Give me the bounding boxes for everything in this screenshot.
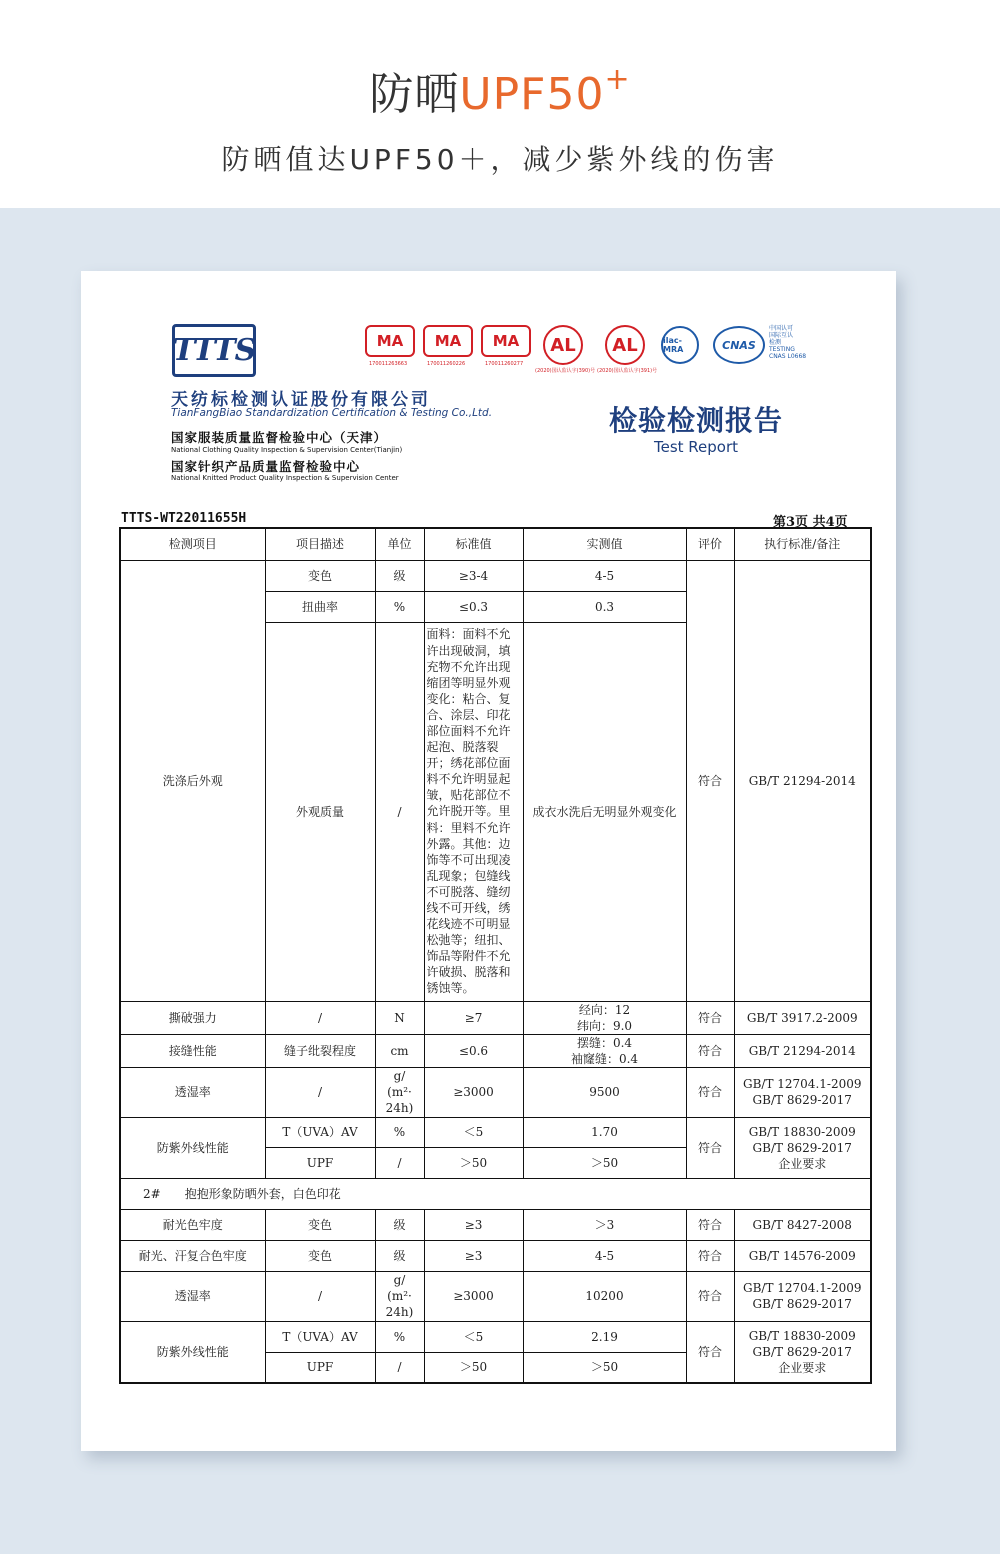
eval-cell: 符合	[686, 1001, 734, 1034]
std-cell: ＞50	[424, 1147, 523, 1178]
unit-cell: 级	[375, 560, 424, 591]
eval-cell: 符合	[686, 1209, 734, 1240]
desc-cell: 变色	[265, 560, 375, 591]
page-title	[0, 58, 1000, 122]
table-row	[120, 1067, 871, 1117]
standard-cell: GB/T 18830-2009 GB/T 8629-2017 企业要求	[734, 1321, 871, 1383]
std-cell: ≤0.6	[424, 1034, 523, 1067]
center1-name-en: National Clothing Quality Inspection & Supervision Center(Tianjin)	[171, 446, 403, 454]
cnas-caption: 中国认可 国际互认 检测 TESTING CNAS L0668	[769, 325, 807, 360]
unit-cell: %	[375, 1321, 424, 1352]
cnas-mark: CNAS	[713, 326, 765, 364]
desc-cell: 缝子纰裂程度	[265, 1034, 375, 1067]
item-cell: 洗涤后外观	[120, 560, 265, 1001]
center2-name-en: National Knitted Product Quality Inspection & Supervision Center	[171, 474, 399, 482]
col-header: 项目描述	[265, 528, 375, 560]
item-cell: 防紫外线性能	[120, 1321, 265, 1383]
item-cell: 透湿率	[120, 1271, 265, 1321]
table-row	[120, 560, 871, 591]
cma-number-2: 170011260226	[427, 361, 466, 367]
unit-cell: N	[375, 1001, 424, 1034]
logo-text: TTTS	[172, 333, 256, 368]
col-header: 评价	[686, 528, 734, 560]
cma-mark-2: MA	[423, 325, 473, 357]
desc-cell: T（UVA）AV	[265, 1321, 375, 1352]
desc-cell: /	[265, 1067, 375, 1117]
desc-cell: 扭曲率	[265, 591, 375, 622]
eval-cell: 符合	[686, 1271, 734, 1321]
item-cell: 撕破强力	[120, 1001, 265, 1034]
center2-name-cn: 国家针织产品质量监督检验中心	[171, 459, 361, 474]
standard-cell: GB/T 14576-2009	[734, 1240, 871, 1271]
cma-number-3: 170011260277	[485, 361, 524, 367]
std-cell: ≥3-4	[424, 560, 523, 591]
unit-cell: g/ (m²· 24h)	[375, 1067, 424, 1117]
value-cell: 9500	[523, 1067, 686, 1117]
value-cell: 成衣水洗后无明显外观变化	[523, 622, 686, 1001]
eval-cell: 符合	[686, 1117, 734, 1178]
col-header: 实测值	[523, 528, 686, 560]
value-cell: 摆缝：0.4 袖窿缝：0.4	[523, 1034, 686, 1067]
ttts-logo	[172, 324, 256, 377]
value-cell: ＞50	[523, 1352, 686, 1383]
std-cell: ≥3000	[424, 1271, 523, 1321]
report-title-en: Test Report	[654, 438, 739, 456]
table-row	[120, 1321, 871, 1352]
table-header-row	[120, 528, 871, 560]
std-cell: ≥3000	[424, 1067, 523, 1117]
eval-cell: 符合	[686, 1321, 734, 1383]
ilac-mra-mark: ilac-MRA	[661, 326, 699, 364]
eval-cell: 符合	[686, 1240, 734, 1271]
std-cell: ≥7	[424, 1001, 523, 1034]
std-cell: ≤0.3	[424, 591, 523, 622]
item-cell: 耐光、汗复合色牢度	[120, 1240, 265, 1271]
cma-mark-1: MA	[365, 325, 415, 357]
eval-cell: 符合	[686, 560, 734, 1001]
cal-number-1: (2020)国认监认字(390)号	[535, 368, 596, 374]
page-subtitle: 防晒值达UPF50＋，减少紫外线的伤害	[221, 143, 779, 176]
item-cell: 透湿率	[120, 1067, 265, 1117]
unit-cell: %	[375, 1117, 424, 1147]
table-row	[120, 1001, 871, 1034]
cal-mark-2: AL	[605, 325, 645, 365]
col-header: 单位	[375, 528, 424, 560]
standard-cell: GB/T 3917.2-2009	[734, 1001, 871, 1034]
company-name-en: TianFangBiao Standardization Certification & Testing Co.,Ltd.	[171, 407, 493, 419]
value-cell: ＞3	[523, 1209, 686, 1240]
unit-cell: g/ (m²· 24h)	[375, 1271, 424, 1321]
desc-cell: 外观质量	[265, 622, 375, 1001]
value-cell: 2.19	[523, 1321, 686, 1352]
table-row	[120, 1034, 871, 1067]
unit-cell: /	[375, 1147, 424, 1178]
col-header: 执行标准/备注	[734, 528, 871, 560]
standard-cell: GB/T 12704.1-2009 GB/T 8629-2017	[734, 1067, 871, 1117]
table-row	[120, 1271, 871, 1321]
unit-cell: 级	[375, 1209, 424, 1240]
std-cell-appearance: 面料：面料不允 许出现破洞，填 充物不允许出现 缩团等明显外观 变化：粘合、复 合、涂层、印花 部位面料不允许 起泡、脱落裂 开；绣花部位面 料不允许明显起 皱，贴花部位不 允许脱开等。里 料：里料不允许 外露。其他：边 饰等不可出现凌 乱现象；包缝线 不可脱落、缝纫 线不可开线，绣 花线迹不可明显 松弛等；纽扣、 饰品等附件不允 许破损、脱落和 锈蚀等。	[424, 622, 523, 1001]
sample-2-label: 2# 抱抱形象防晒外套，白色印花	[120, 1178, 871, 1209]
item-cell: 接缝性能	[120, 1034, 265, 1067]
col-header: 标准值	[424, 528, 523, 560]
report-number: TTTS-WT22011655H	[121, 511, 247, 526]
item-cell: 防紫外线性能	[120, 1117, 265, 1178]
col-header: 检测项目	[120, 528, 265, 560]
test-report-document	[81, 271, 896, 1451]
standard-cell: GB/T 18830-2009 GB/T 8629-2017 企业要求	[734, 1117, 871, 1178]
table-row	[120, 1240, 871, 1271]
item-cell: 耐光色牢度	[120, 1209, 265, 1240]
desc-cell: 变色	[265, 1240, 375, 1271]
sample-header-row	[120, 1178, 871, 1209]
certification-marks	[365, 325, 825, 375]
cma-number-1: 170011263663	[369, 361, 408, 367]
page-indicator: 第3页 共4页	[773, 515, 848, 530]
table-row	[120, 1117, 871, 1147]
value-cell: 1.70	[523, 1117, 686, 1147]
desc-cell: UPF	[265, 1352, 375, 1383]
standard-cell: GB/T 8427-2008	[734, 1209, 871, 1240]
value-cell: 10200	[523, 1271, 686, 1321]
title-accent: UPF50	[459, 69, 605, 120]
unit-cell: 级	[375, 1240, 424, 1271]
std-cell: ≥3	[424, 1209, 523, 1240]
eval-cell: 符合	[686, 1034, 734, 1067]
results-table	[119, 527, 872, 1384]
desc-cell: T（UVA）AV	[265, 1117, 375, 1147]
value-cell: 4-5	[523, 560, 686, 591]
value-cell: ＞50	[523, 1147, 686, 1178]
standard-cell: GB/T 21294-2014	[734, 1034, 871, 1067]
std-cell: ＞50	[424, 1352, 523, 1383]
std-cell: ＜5	[424, 1117, 523, 1147]
desc-cell: /	[265, 1001, 375, 1034]
desc-cell: 变色	[265, 1209, 375, 1240]
company-name-cn: 天纺标检测认证股份有限公司	[171, 390, 431, 410]
unit-cell: %	[375, 591, 424, 622]
top-banner	[0, 0, 1000, 208]
value-cell: 经向：12 纬向：9.0	[523, 1001, 686, 1034]
value-cell: 0.3	[523, 591, 686, 622]
desc-cell: /	[265, 1271, 375, 1321]
value-cell: 4-5	[523, 1240, 686, 1271]
unit-cell: cm	[375, 1034, 424, 1067]
table-row	[120, 1209, 871, 1240]
title-plus: +	[604, 62, 631, 97]
eval-cell: 符合	[686, 1067, 734, 1117]
cal-number-2: (2020)国认监认字(391)号	[597, 368, 658, 374]
unit-cell: /	[375, 1352, 424, 1383]
std-cell: ＜5	[424, 1321, 523, 1352]
report-title-cn: 检验检测报告	[609, 404, 784, 437]
center1-name-cn: 国家服装质量监督检验中心（天津）	[171, 430, 388, 445]
standard-cell: GB/T 12704.1-2009 GB/T 8629-2017	[734, 1271, 871, 1321]
cma-mark-3: MA	[481, 325, 531, 357]
title-prefix: 防晒	[369, 69, 460, 120]
desc-cell: UPF	[265, 1147, 375, 1178]
unit-cell: /	[375, 622, 424, 1001]
cal-mark-1: AL	[543, 325, 583, 365]
standard-cell: GB/T 21294-2014	[734, 560, 871, 1001]
std-cell: ≥3	[424, 1240, 523, 1271]
